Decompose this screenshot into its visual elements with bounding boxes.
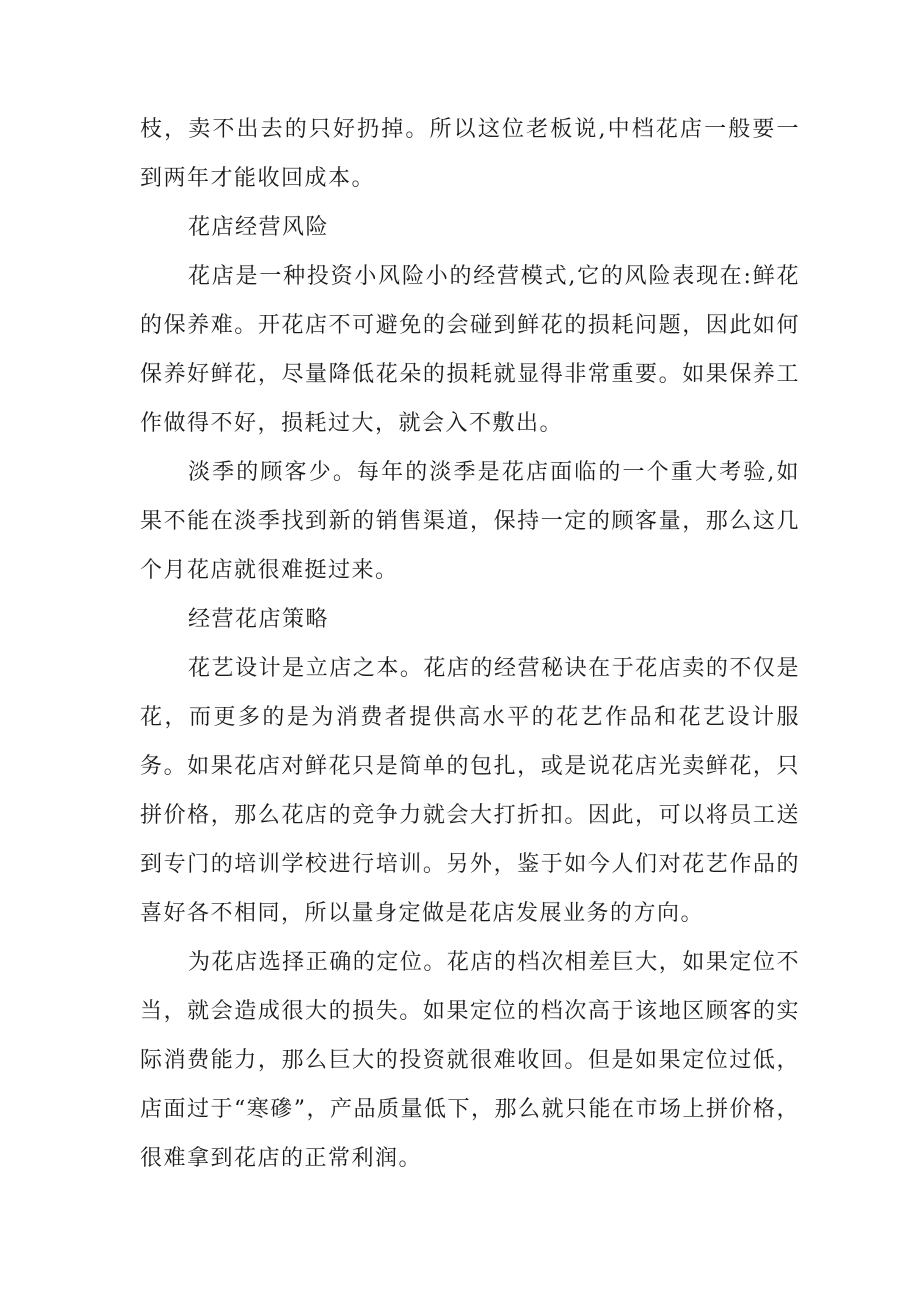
document-body <box>140 105 800 1183</box>
paragraph-continuation: 枝，卖不出去的只好扔掉。所以这位老板说,中档花店一般要一到两年才能收回成本。 <box>140 117 800 191</box>
section-heading-strategy: 经营花店策略 <box>188 607 330 632</box>
section-heading-risks: 花店经营风险 <box>188 215 330 240</box>
paragraph-risk-maintenance: 花店是一种投资小风险小的经营模式,它的风险表现在:鲜花的保养难。开花店不可避免的会碰到鲜花的损耗问题，因此如何保养好鲜花，尽量降低花朵的损耗就显得非常重要。如果保养工作做得不好，损耗过大，就会入不敷出。 <box>140 264 800 436</box>
paragraph-risk-off-season: 淡季的顾客少。每年的淡季是花店面临的一个重大考验,如果不能在淡季找到新的销售渠道，保持一定的顾客量，那么这几个月花店就很难挺过来。 <box>140 460 800 583</box>
paragraph-strategy-design: 花艺设计是立店之本。花店的经营秘诀在于花店卖的不仅是花，而更多的是为消费者提供高水平的花艺作品和花艺设计服务。如果花店对鲜花只是简单的包扎，或是说花店光卖鲜花，只拼价格，那么花店的竞争力就会大打折扣。因此，可以将员工送到专门的培训学校进行培训。另外，鉴于如今人们对花艺作品的喜好各不相同，所以量身定做是花店发展业务的方向。 <box>140 656 800 926</box>
paragraph-strategy-positioning: 为花店选择正确的定位。花店的档次相差巨大，如果定位不当，就会造成很大的损失。如果定位的档次高于该地区顾客的实际消费能力，那么巨大的投资就很难收回。但是如果定位过低，店面过于“寒磣”，产品质量低下，那么就只能在市场上拼价格，很难拿到花店的正常利润。 <box>140 950 800 1171</box>
